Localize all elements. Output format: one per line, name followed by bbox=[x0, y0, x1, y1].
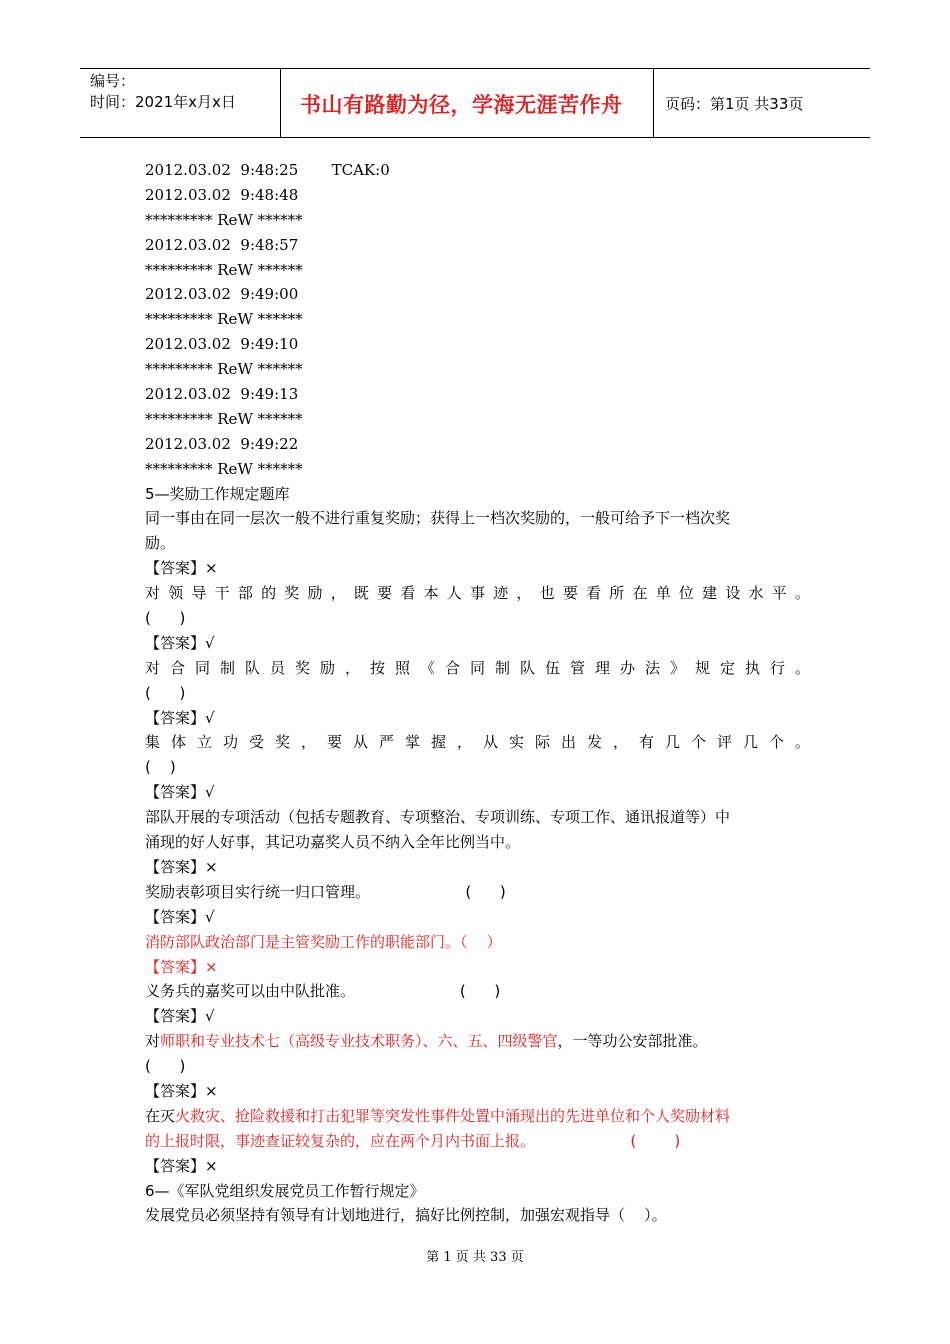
document-line: ( ) bbox=[145, 758, 176, 777]
document-line: 对合同制队员奖励，按照《合同制队伍管理办法》规定执行。 bbox=[145, 658, 810, 677]
document-line: 的上报时限，事迹查证较复杂的，应在两个月内书面上报。 ( ) bbox=[145, 1131, 681, 1150]
document-line bbox=[145, 1029, 810, 1054]
line-text-black: 在灭 bbox=[145, 1106, 176, 1125]
document-line: ********* ReW ****** bbox=[145, 459, 303, 478]
document-line: 2012.03.02 9:48:48 bbox=[145, 185, 299, 204]
document-body bbox=[145, 158, 810, 1228]
document-line: 2012.03.02 9:49:22 bbox=[145, 434, 299, 453]
document-line: 【答案】√ bbox=[145, 907, 215, 926]
document-line: 2012.03.02 9:49:13 bbox=[145, 385, 299, 404]
document-line: 义务兵的嘉奖可以由中队批准。 ( ) bbox=[145, 982, 501, 1001]
document-line: ********* ReW ****** bbox=[145, 260, 303, 279]
document-line: 奖励表彰项目实行统一归口管理。 ( ) bbox=[145, 882, 506, 901]
line-text-red: 师职和专业技术七（高级专业技术职务）、六、五、四级警官 bbox=[160, 1032, 558, 1051]
document-line: ********* ReW ****** bbox=[145, 210, 303, 229]
document-line: 【答案】× bbox=[145, 857, 218, 876]
document-line: 部队开展的专项活动（包括专题教育、专项整治、专项训练、专项工作、通讯报道等）中 bbox=[145, 808, 731, 827]
header-divider-left bbox=[280, 69, 281, 137]
document-number-label: 编号： bbox=[90, 72, 136, 90]
document-line: 涌现的好人好事，其记功嘉奖人员不纳入全年比例当中。 bbox=[145, 833, 521, 852]
header-meta bbox=[90, 71, 236, 113]
document-line: ********* ReW ****** bbox=[145, 310, 303, 329]
document-line: 【答案】× bbox=[145, 1081, 218, 1100]
page-footer: 第 1 页 共 33 页 bbox=[426, 1250, 524, 1265]
line-text-black: ，一等功公安部批准。 bbox=[557, 1032, 708, 1051]
document-line: ( ) bbox=[145, 1057, 186, 1076]
document-line: 对领导干部的奖励，既要看本人事迹，也要看所在单位建设水平。 bbox=[145, 584, 810, 603]
document-line: 同一事由在同一层次一般不进行重复奖励；获得上一档次奖励的，一般可给予下一档次奖 bbox=[145, 509, 731, 528]
header-divider-right bbox=[653, 69, 654, 137]
document-line: 集体立功受奖，要从严掌握，从实际出发，有几个评几个。 bbox=[145, 733, 810, 752]
document-line: 【答案】× bbox=[145, 957, 218, 976]
document-line: 6—《军队党组织发展党员工作暂行规定》 bbox=[145, 1181, 425, 1200]
line-text-black: 对 bbox=[145, 1032, 161, 1051]
document-line: ********* ReW ****** bbox=[145, 360, 303, 379]
document-line: 消防部队政治部门是主管奖励工作的职能部门。（ ） bbox=[145, 932, 502, 951]
document-line: ( ) bbox=[145, 609, 186, 628]
document-line: 发展党员必须坚持有领导有计划地进行，搞好比例控制，加强宏观指导（ ）。 bbox=[145, 1206, 667, 1225]
document-line: 2012.03.02 9:48:57 bbox=[145, 235, 299, 254]
line-text-red: 火救灾、抢险救援和打击犯罪等突发性事件处置中涌现出的先进单位和个人奖励材料 bbox=[175, 1106, 731, 1125]
document-line: 【答案】× bbox=[145, 559, 218, 578]
document-line: 2012.03.02 9:49:10 bbox=[145, 335, 299, 354]
document-line: ( ) bbox=[145, 683, 186, 702]
document-line: 【答案】√ bbox=[145, 708, 215, 727]
document-time-label: 时间：2021年x月x日 bbox=[90, 93, 236, 111]
header-motto: 书山有路勤为径，学海无涯苦作舟 bbox=[300, 93, 623, 117]
document-line: ********* ReW ****** bbox=[145, 409, 303, 428]
document-line: 励。 bbox=[145, 534, 176, 553]
document-line: 【答案】√ bbox=[145, 1007, 215, 1026]
document-line: 【答案】× bbox=[145, 1156, 218, 1175]
document-line: 2012.03.02 9:48:25 TCAK:0 bbox=[145, 161, 390, 179]
document-line: 【答案】√ bbox=[145, 633, 215, 652]
document-line bbox=[145, 1104, 810, 1129]
document-line: 2012.03.02 9:49:00 bbox=[145, 285, 299, 304]
document-line: 【答案】√ bbox=[145, 783, 215, 802]
header-page-info: 页码：第1页 共33页 bbox=[665, 95, 804, 113]
document-line: 5—奖励工作规定题库 bbox=[145, 484, 290, 503]
page-header bbox=[80, 68, 870, 138]
